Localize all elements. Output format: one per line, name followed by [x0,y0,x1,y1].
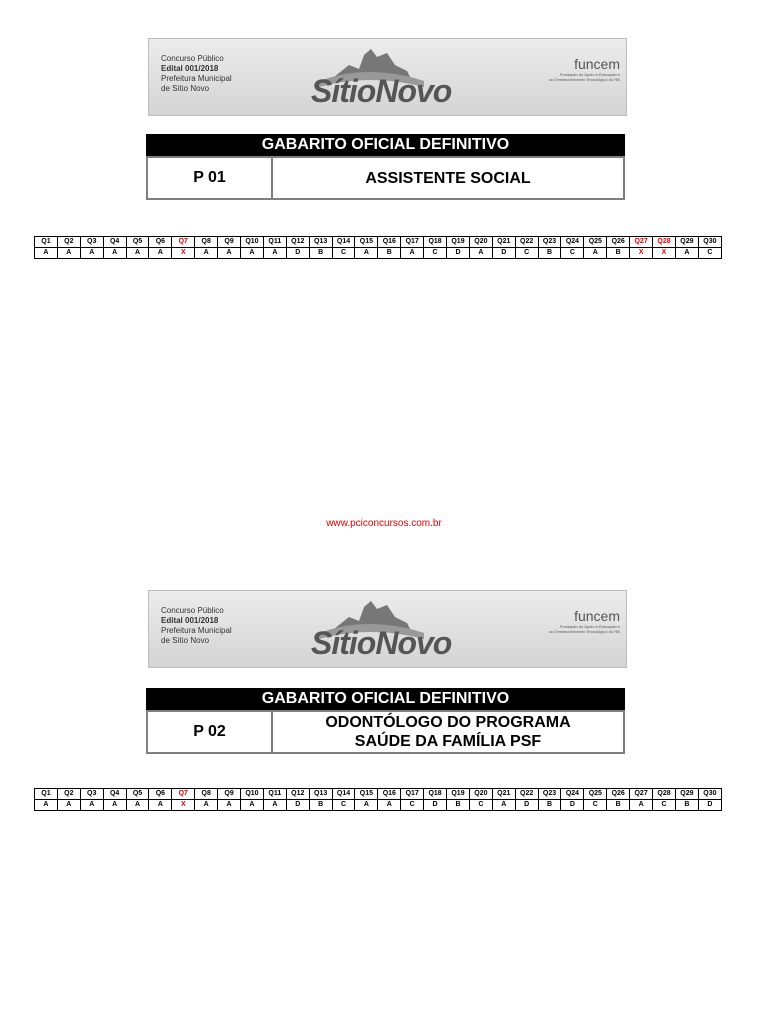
question-number-cell: Q3 [80,237,103,248]
city-label: de Sítio Novo [161,636,210,645]
question-number-cell: Q21 [492,237,515,248]
answer-cell: A [263,800,286,811]
question-number-cell: Q15 [355,237,378,248]
question-number-cell: Q19 [447,789,470,800]
answer-row [35,248,722,259]
question-number-cell: Q15 [355,789,378,800]
funcem-logo [510,56,620,82]
question-number-cell: Q23 [538,789,561,800]
answer-cell: A [195,248,218,259]
answer-cell: A [218,800,241,811]
question-number-cell: Q27 [630,789,653,800]
funcem-subtitle-2: ao Desenvolvimento Tecnológico do RN [549,77,620,82]
contest-label: Concurso Público [161,54,224,63]
answer-cell: A [126,800,149,811]
answer-cell: C [584,800,607,811]
answer-cell: A [378,800,401,811]
question-number-cell: Q9 [218,237,241,248]
answer-cell: A [35,248,58,259]
answer-key-title: GABARITO OFICIAL DEFINITIVO [146,134,625,156]
question-number-cell: Q13 [309,789,332,800]
question-number-cell: Q26 [607,237,630,248]
answer-cell: A [80,248,103,259]
exam-role-line-1: ODONTÓLOGO DO PROGRAMA [325,714,571,731]
question-number-cell: Q10 [241,237,264,248]
question-number-cell: Q17 [401,237,424,248]
answer-cell: X [630,248,653,259]
sitio-novo-logo: SítioNovo [311,73,452,109]
answer-cell: D [447,248,470,259]
contest-info [161,606,232,646]
answer-key-title: GABARITO OFICIAL DEFINITIVO [146,688,625,710]
answer-cell: D [515,800,538,811]
city-label: de Sítio Novo [161,84,210,93]
contest-label: Concurso Público [161,606,224,615]
prefeitura-label: Prefeitura Municipal [161,626,232,635]
question-number-cell: Q26 [607,789,630,800]
question-number-cell: Q18 [424,237,447,248]
answer-cell: B [675,800,698,811]
answer-cell: B [607,248,630,259]
exam-role-line-2: SAÚDE DA FAMÍLIA PSF [354,733,542,750]
exam-code: P 01 [148,158,273,198]
question-header-row [35,789,722,800]
question-number-cell: Q4 [103,789,126,800]
answer-cell: D [492,248,515,259]
answer-cell: C [561,248,584,259]
funcem-logo [510,608,620,634]
question-number-cell: Q20 [469,237,492,248]
question-number-cell: Q24 [561,789,584,800]
answers-table [34,788,722,811]
answer-cell: A [675,248,698,259]
answer-cell: B [607,800,630,811]
answer-cell: D [286,248,309,259]
answer-cell: X [172,248,195,259]
answer-cell: A [103,248,126,259]
answer-cell: B [309,248,332,259]
answer-cell: A [126,248,149,259]
answer-cell: C [469,800,492,811]
answer-cell: A [35,800,58,811]
answer-cell: C [653,800,676,811]
answer-cell: X [172,800,195,811]
answer-cell: X [653,248,676,259]
question-number-cell: Q30 [698,237,721,248]
source-url: www.pciconcursos.com.br [326,518,442,529]
exam-role-line-1: ASSISTENTE SOCIAL [365,169,531,187]
answer-cell: B [447,800,470,811]
question-number-cell: Q14 [332,789,355,800]
answer-cell: A [241,800,264,811]
question-number-cell: Q29 [675,789,698,800]
question-number-cell: Q7 [172,789,195,800]
answer-cell: A [584,248,607,259]
question-number-cell: Q21 [492,789,515,800]
answer-cell: A [57,800,80,811]
funcem-name: funcem [574,608,620,624]
answer-cell: B [538,800,561,811]
answer-cell: C [401,800,424,811]
answer-cell: C [698,248,721,259]
exam-role [273,712,623,752]
question-number-cell: Q12 [286,789,309,800]
answer-cell: B [378,248,401,259]
question-number-cell: Q12 [286,237,309,248]
question-number-cell: Q22 [515,789,538,800]
answer-cell: A [241,248,264,259]
question-number-cell: Q6 [149,237,172,248]
answer-cell: A [355,800,378,811]
contest-banner [148,590,627,668]
question-number-cell: Q24 [561,237,584,248]
question-number-cell: Q23 [538,237,561,248]
question-number-cell: Q1 [35,789,58,800]
question-number-cell: Q27 [630,237,653,248]
answer-cell: D [286,800,309,811]
answer-cell: A [218,248,241,259]
funcem-subtitle-2: ao Desenvolvimento Tecnológico do RN [549,629,620,634]
question-number-cell: Q18 [424,789,447,800]
question-number-cell: Q16 [378,789,401,800]
question-number-cell: Q5 [126,789,149,800]
question-number-cell: Q3 [80,789,103,800]
answer-cell: C [332,248,355,259]
contest-info [161,54,232,94]
question-number-cell: Q13 [309,237,332,248]
exam-info-row [146,710,625,754]
question-number-cell: Q14 [332,237,355,248]
question-number-cell: Q8 [195,789,218,800]
answer-cell: A [401,248,424,259]
contest-banner [148,38,627,116]
sitio-novo-logo: SítioNovo [311,625,452,661]
question-number-cell: Q5 [126,237,149,248]
edital-number: Edital 001/2018 [161,616,219,625]
funcem-name: funcem [574,56,620,72]
answer-row [35,800,722,811]
question-number-cell: Q6 [149,789,172,800]
question-number-cell: Q1 [35,237,58,248]
answer-cell: D [424,800,447,811]
funcem-subtitle-1: Fundação de Apoio à Educação e [559,624,620,629]
answer-cell: A [103,800,126,811]
answer-cell: A [57,248,80,259]
question-number-cell: Q10 [241,789,264,800]
exam-info-row [146,156,625,200]
question-number-cell: Q30 [698,789,721,800]
question-number-cell: Q28 [653,237,676,248]
answer-cell: D [561,800,584,811]
answer-cell: A [195,800,218,811]
exam-role [273,158,623,198]
question-number-cell: Q11 [263,789,286,800]
question-number-cell: Q22 [515,237,538,248]
answer-cell: A [630,800,653,811]
question-number-cell: Q20 [469,789,492,800]
question-number-cell: Q2 [57,789,80,800]
question-number-cell: Q17 [401,789,424,800]
answer-cell: A [80,800,103,811]
question-number-cell: Q25 [584,789,607,800]
answer-cell: A [355,248,378,259]
answer-cell: B [538,248,561,259]
question-header-row [35,237,722,248]
answer-cell: A [492,800,515,811]
question-number-cell: Q28 [653,789,676,800]
answer-cell: A [149,248,172,259]
answer-cell: A [149,800,172,811]
funcem-subtitle-1: Fundação de Apoio à Educação e [559,72,620,77]
question-number-cell: Q19 [447,237,470,248]
question-number-cell: Q11 [263,237,286,248]
answer-cell: C [424,248,447,259]
question-number-cell: Q2 [57,237,80,248]
question-number-cell: Q29 [675,237,698,248]
prefeitura-label: Prefeitura Municipal [161,74,232,83]
question-number-cell: Q25 [584,237,607,248]
question-number-cell: Q16 [378,237,401,248]
answer-cell: B [309,800,332,811]
question-number-cell: Q7 [172,237,195,248]
answer-cell: C [515,248,538,259]
exam-code: P 02 [148,712,273,752]
question-number-cell: Q4 [103,237,126,248]
question-number-cell: Q8 [195,237,218,248]
answer-cell: A [469,248,492,259]
answer-cell: D [698,800,721,811]
answer-cell: C [332,800,355,811]
answers-table [34,236,722,259]
edital-number: Edital 001/2018 [161,64,219,73]
answer-cell: A [263,248,286,259]
question-number-cell: Q9 [218,789,241,800]
